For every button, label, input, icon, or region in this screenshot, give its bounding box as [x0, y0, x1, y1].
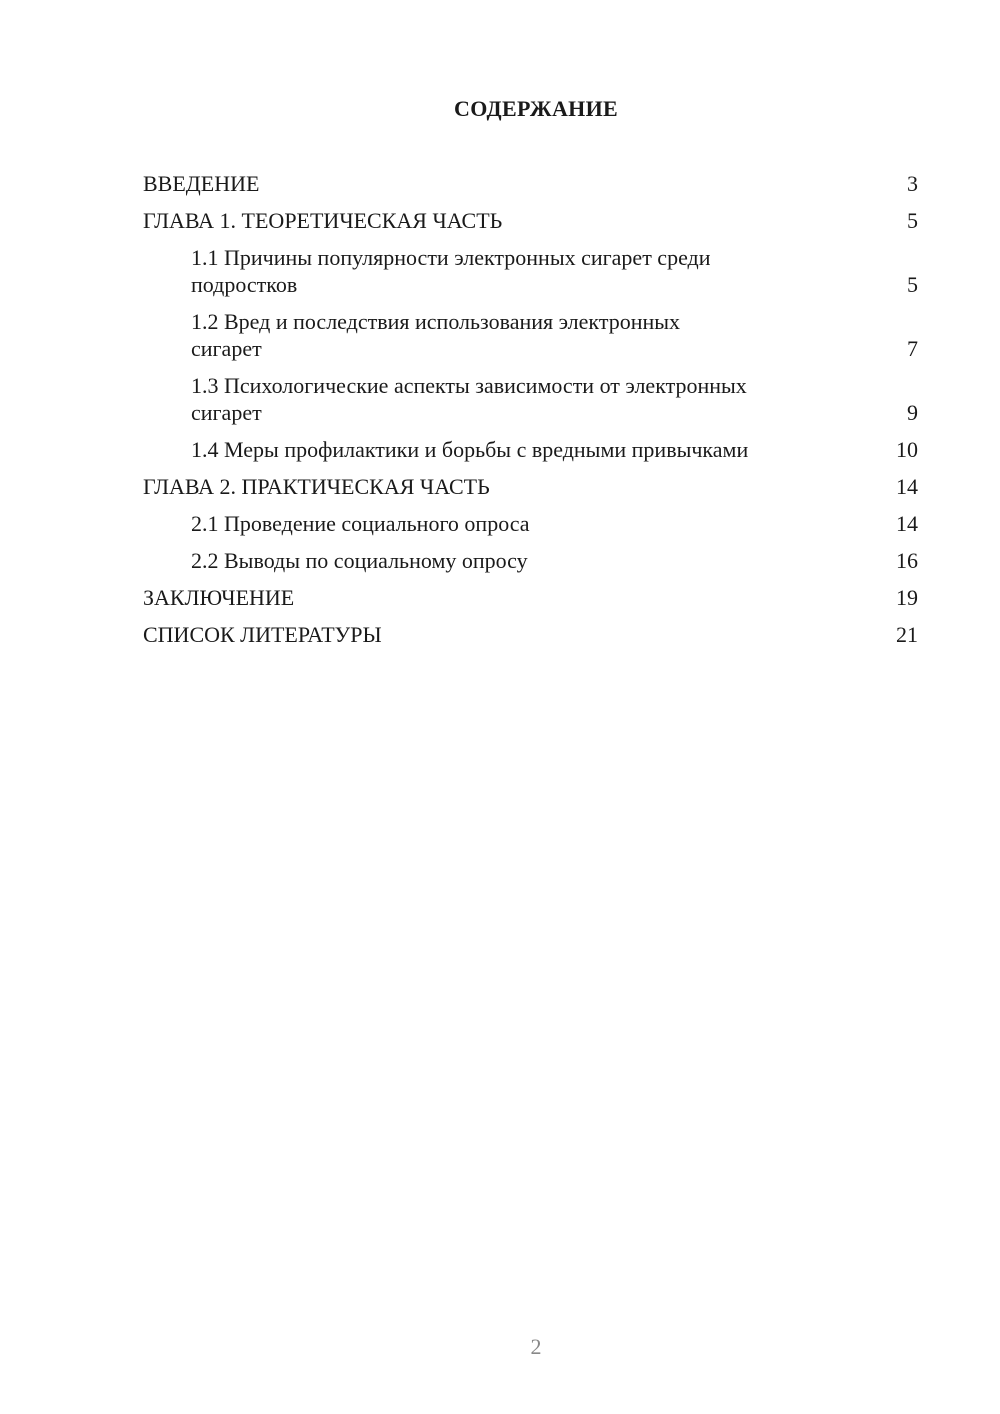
toc-entry-chapter-2[interactable]	[143, 473, 918, 500]
toc-entry-page: 5	[907, 208, 918, 233]
toc-entry-section-2-2[interactable]	[143, 547, 918, 574]
toc-entry-page: 9	[907, 400, 918, 425]
toc-entry-text: СПИСОК ЛИТЕРАТУРЫ	[143, 622, 382, 647]
toc-entry-page: 16	[896, 548, 918, 573]
toc-entry-text: 1.1 Причины популярности электронных сигарет среди подростков	[191, 245, 711, 297]
toc-entry-section-1-1[interactable]	[143, 244, 918, 298]
toc-entry-page: 14	[896, 474, 918, 499]
toc-entry-section-2-1[interactable]	[143, 510, 918, 537]
toc-entry-text: 1.4 Меры профилактики и борьбы с вредными привычками	[191, 437, 749, 462]
toc-entry-section-1-2[interactable]	[143, 308, 918, 362]
toc-entry-text: 1.3 Психологические аспекты зависимости от электронных сигарет	[191, 373, 747, 425]
toc-entry-section-1-3[interactable]	[143, 372, 918, 426]
toc-entry-text: 2.2 Выводы по социальному опросу	[191, 548, 528, 573]
toc-entry-page: 21	[896, 622, 918, 647]
toc-entry-page: 7	[907, 336, 918, 361]
toc-entry-page: 14	[896, 511, 918, 536]
toc-entry-text: ВВЕДЕНИЕ	[143, 171, 260, 196]
toc-entry-introduction[interactable]	[143, 170, 918, 197]
toc-entry-text: 2.1 Проведение социального опроса	[191, 511, 530, 536]
toc-entry-references[interactable]	[143, 621, 918, 648]
toc-entry-chapter-1[interactable]	[143, 207, 918, 234]
page-number: 2	[530, 1334, 542, 1359]
toc-entry-text: ГЛАВА 2. ПРАКТИЧЕСКАЯ ЧАСТЬ	[143, 474, 490, 499]
table-of-contents	[143, 170, 918, 658]
toc-entry-page: 5	[907, 272, 918, 297]
toc-entry-text: 1.2 Вред и последствия использования электронных сигарет	[191, 309, 681, 361]
toc-entry-text: ГЛАВА 1. ТЕОРЕТИЧЕСКАЯ ЧАСТЬ	[143, 208, 503, 233]
toc-entry-page: 3	[907, 171, 918, 196]
toc-entry-page: 10	[896, 437, 918, 462]
toc-entry-page: 19	[896, 585, 918, 610]
toc-entry-section-1-4[interactable]	[143, 436, 918, 463]
toc-entry-conclusion[interactable]	[143, 584, 918, 611]
toc-entry-text: ЗАКЛЮЧЕНИЕ	[143, 585, 295, 610]
page-title: СОДЕРЖАНИЕ	[454, 96, 618, 121]
